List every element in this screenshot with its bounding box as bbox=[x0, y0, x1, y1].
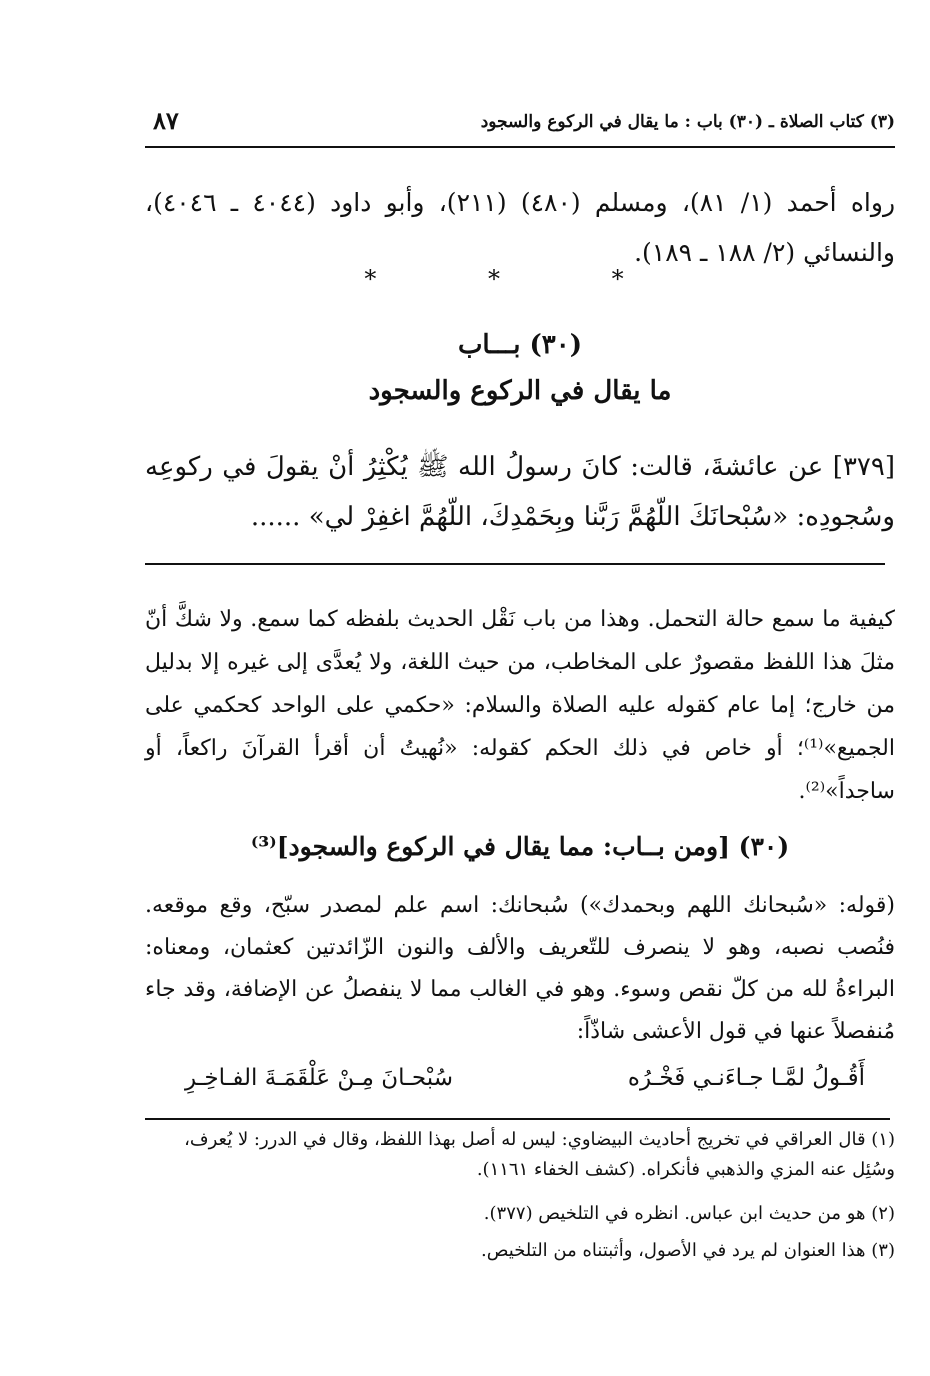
footnote-rule bbox=[145, 1118, 890, 1120]
verse-first-hemistich: أَقُـولُ لمَّـا جـاءَنـي فَخْـرُه bbox=[627, 1065, 865, 1091]
chapter-number: (٣٠) بـــاب bbox=[457, 330, 583, 360]
commentary-paragraph-2: (قوله: «سُبحانك اللهم وبحمدك») سُبحانك: اسم علم لمصدر سبّح، وقع موقعه. فنُصب نصبه، وهو لا ينصرف للتّعريف والألف والنون الزّائدتين كعثمان، ومعناه: البراءةُ لله من كلّ نقص وسوء. وهو في الغالب مما لا ينفصلُ عن الإضافة، وقد جاء مُنفصلاً عنها في قول الأعشى شاذّاً: bbox=[145, 893, 895, 1044]
main-text-separator bbox=[145, 563, 885, 565]
section-separator-stars: * * * bbox=[364, 265, 676, 293]
verse-second-hemistich: سُبْحـانَ مِـنْ عَلْقَمَـةَ الفـاخِـرِ bbox=[185, 1065, 453, 1091]
poetry-verse bbox=[145, 1065, 895, 1109]
chapter-title: ما يقال في الركوع والسجود bbox=[368, 376, 672, 406]
page-number: ٨٧ bbox=[153, 106, 179, 135]
commentary-subheading: (٣٠) [ومن بــاب: مما يقال في الركوع والسجود]⁽³⁾ bbox=[250, 832, 790, 861]
header-title: (٣) كتاب الصلاة ـ (٣٠) باب : ما يقال في الركوع والسجود bbox=[480, 112, 895, 132]
header-rule bbox=[145, 146, 895, 148]
footnote-2: (٢) هو من حديث ابن عباس. انظره في التلخيص (٣٧٧). bbox=[483, 1203, 895, 1224]
previous-hadith-references: رواه أحمد (١/ ٨١)، ومسلم (٤٨٠) (٢١١)، وأبو داود (٤٠٤٤ ـ ٤٠٤٦)، والنسائي (٢/ ١٨٨ ـ ١٨٩). bbox=[145, 188, 896, 267]
footnote-3: (٣) هذا العنوان لم يرد في الأصول، وأثبتناه من التلخيص. bbox=[480, 1240, 895, 1261]
hadith-text: [٣٧٩] عن عائشةَ، قالت: كانَ رسولُ الله ﷺ يُكْثِرُ أنْ يقولَ في ركوعِه وسُجودِه: «سُبْحانَكَ اللّهُمَّ رَبَّنا وبِحَمْدِكَ، اللّهُمَّ اغفِرْ لي» ...... bbox=[145, 452, 895, 532]
commentary-paragraph: كيفية ما سمع حالة التحمل. وهذا من باب نَقْل الحديث بلفظه كما سمع. ولا شكَّ أنّ مثلَ هذا اللفظ مقصورٌ على المخاطب، من حيث اللغة، ولا يُعدَّى إلى غيره إلا بدليل من خارج؛ إما عام كقوله عليه الصلاة والسلام: «حكمي على الواحد كحكمي على الجميع»⁽¹⁾؛ أو خاص في ذلك الحكم كقوله: «نُهيتُ أن أقرأ القرآنَ راكعاً، أو ساجداً»⁽²⁾. bbox=[145, 607, 895, 804]
running-header bbox=[145, 106, 895, 148]
footnote-1: (١) قال العراقي في تخريج أحاديث البيضاوي: ليس له أصل بهذا اللفظ، وقال في الدرر: لا يُعرف، وسُئِل عنه المزي والذهبي فأنكراه. (كشف الخفاء ١١٦١). bbox=[184, 1129, 895, 1180]
